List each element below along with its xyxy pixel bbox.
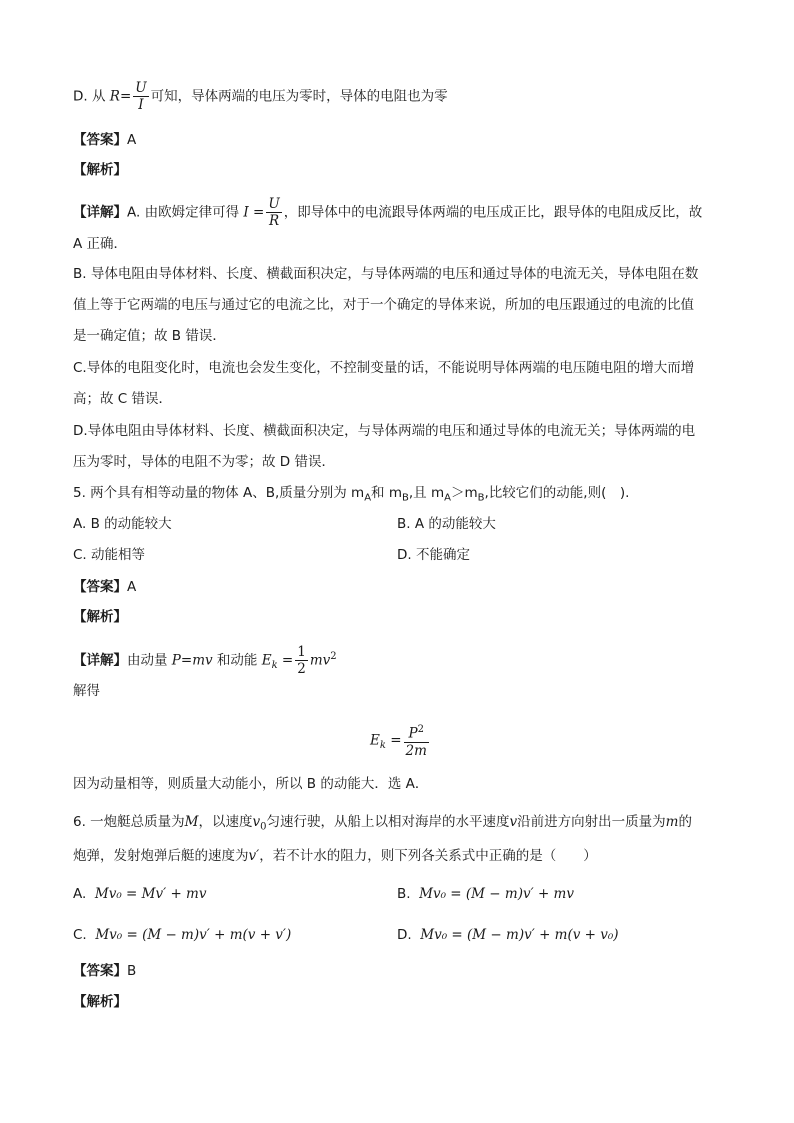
fraction-numerator: U (268, 196, 280, 212)
option-label: B. (397, 886, 411, 902)
answer-value: A (127, 132, 137, 148)
option-formula: Mv₀ = (M − m)v′ + mv (419, 886, 574, 902)
fraction-numerator (404, 722, 429, 743)
answer-label: 【答案】 (73, 579, 127, 595)
q6-text: 沿前进方向射出一质量为 (517, 814, 666, 830)
option-text: D. 不能确定 (397, 547, 470, 563)
formula-eq: = (385, 732, 402, 749)
q6-text: 匀速行驶，从船上以相对海岸的水平速度 (266, 814, 510, 830)
formula-ek: E (370, 732, 380, 749)
option-label: D. (397, 927, 412, 943)
q5-option-c (73, 545, 145, 565)
detail-text: 由动量 (127, 652, 172, 669)
formula-ek-result (370, 722, 431, 759)
option-d-line (73, 80, 448, 113)
question-5 (73, 483, 629, 509)
detail-text: 是一确定值；故 B 错误． (73, 328, 226, 344)
option-d-suffix: 可知，导体两端的电压为零时，导体的电阻也为零 (150, 88, 448, 105)
analysis-label: 【解析】 (73, 609, 127, 625)
c-line-1 (73, 358, 694, 378)
detail-text: 压为零时，导体的电阻不为零；故 D 错误． (73, 454, 335, 470)
d-line-2 (73, 452, 335, 472)
fraction-one-half (295, 644, 308, 677)
q5-text: ,且 m (408, 485, 445, 501)
detail-text: 解得 (73, 683, 100, 699)
option-formula: Mv₀ = Mv′ + mv (94, 886, 207, 902)
answer-line-5 (73, 577, 136, 597)
b-line-1 (73, 264, 698, 284)
q5-sub: B (477, 492, 485, 504)
fraction-u-over-i (133, 80, 148, 113)
answer-label: 【答案】 (73, 132, 127, 148)
answer-value: A (127, 579, 137, 595)
q5-text: ,比较它们的动能,则( ). (484, 485, 630, 501)
formula-v: v (252, 814, 261, 830)
detail-line-1 (73, 196, 702, 229)
formula-sub: k (271, 660, 278, 672)
formula-v-prime: v′ (248, 848, 260, 864)
q6-text: ，若不计水的阻力，则下列各关系式中正确的是（ ） (259, 848, 597, 864)
fraction-p2-over-2m (404, 722, 429, 759)
b-line-2 (73, 295, 694, 315)
q6-text: 6. 一炮艇总质量为 (73, 814, 185, 830)
analysis-label-line (73, 160, 127, 180)
option-text: C. 动能相等 (73, 547, 146, 563)
fraction-denominator: I (138, 97, 144, 113)
c-line-2 (73, 389, 172, 409)
q5-option-a (73, 514, 172, 534)
formula-m: m (665, 814, 679, 830)
detail-text: A 正确． (73, 236, 128, 252)
detail-text: B. 导体电阻由导体材料、长度、横截面积决定，与导体两端的电压和通过导体的电流无关，导体电阻在数 (73, 266, 699, 282)
q5-sub: B (402, 492, 409, 504)
formula-i-eq: I = (243, 204, 265, 221)
q5-sub: A (444, 492, 451, 504)
formula-sup: 2 (330, 651, 337, 662)
solve-line (73, 681, 100, 701)
detail-1-suffix: ，即导体中的电流跟导体两端的电压成正比，跟导体的电阻成反比，故 (283, 204, 703, 221)
fraction-numerator: U (135, 80, 147, 96)
analysis-label-line-6 (73, 992, 127, 1012)
answer-value: B (127, 963, 137, 979)
option-formula: Mv₀ = (M − m)v′ + m(v + v′) (95, 927, 292, 943)
option-text: B. A 的动能较大 (397, 516, 496, 532)
formula-sup: 2 (417, 724, 424, 735)
formula-r-eq: R= (109, 88, 132, 105)
option-label: A. (73, 886, 87, 902)
analysis-label: 【解析】 (73, 994, 127, 1010)
detail-1-prefix: A. 由欧姆定律可得 (127, 204, 240, 221)
analysis-label-line-5 (73, 607, 127, 627)
detail-text: C.导体的电阻变化时，电流也会发生变化，不控制变量的话，不能说明导体两端的电压随电阻的增大而增 (73, 360, 695, 376)
answer-line-4 (73, 130, 136, 150)
q6-text: ，以速度 (198, 814, 253, 830)
q6-option-a (73, 884, 206, 904)
answer-line-6 (73, 961, 136, 981)
detail-text: 因为动量相等，则质量大动能小，所以 B 的动能大．选 A． (73, 776, 429, 792)
q6-option-d (397, 925, 619, 945)
q6-option-b (397, 884, 574, 904)
option-label: C. (73, 927, 87, 943)
formula-sub: 0 (260, 821, 267, 833)
formula-eq: = (277, 652, 294, 669)
question-6-line-2 (73, 846, 597, 866)
detail-line-1-cont (73, 234, 127, 254)
detail-line-5 (73, 644, 337, 677)
fraction-denominator: R (268, 213, 280, 229)
fraction-u-over-r (266, 196, 281, 229)
option-text: A. B 的动能较大 (73, 516, 172, 532)
detail-label: 【详解】 (73, 652, 127, 669)
conclusion-5 (73, 774, 428, 794)
detail-text: 和动能 (212, 652, 262, 669)
fraction-numerator: 1 (297, 644, 306, 660)
formula-m-cap: M (184, 814, 199, 830)
q5-text: ＞m (450, 485, 478, 501)
analysis-label: 【解析】 (73, 162, 127, 178)
detail-text: D.导体电阻由导体材料、长度、横截面积决定，与导体两端的电压和通过导体的电流无关；导体两端的电 (73, 423, 696, 439)
option-d-prefix: D. 从 (73, 88, 110, 105)
q6-text: 炮弹，发射炮弹后艇的速度为 (73, 848, 249, 864)
formula-momentum: P=mv (171, 652, 213, 669)
fraction-denominator: 2 (297, 661, 306, 677)
answer-label: 【答案】 (73, 963, 127, 979)
q5-text: 和 m (371, 485, 402, 501)
detail-text: 值上等于它两端的电压与通过它的电流之比，对于一个确定的导体来说，所加的电压跟通过的电流的比值 (73, 297, 694, 313)
q5-sub: A (364, 492, 372, 504)
formula-sub: k (379, 739, 386, 751)
b-line-3 (73, 326, 226, 346)
fraction-denominator: 2m (405, 742, 427, 759)
formula-ek: E (261, 652, 272, 669)
q6-text: 的 (678, 814, 692, 830)
option-formula: Mv₀ = (M − m)v′ + m(v + v₀) (420, 927, 619, 943)
q6-option-c (73, 925, 291, 945)
q5-option-b (397, 514, 496, 534)
detail-label: 【详解】 (73, 204, 127, 221)
question-6-line-1 (73, 812, 692, 838)
d-line-1 (73, 421, 695, 441)
q5-text: 5. 两个具有相等动量的物体 A、B,质量分别为 m (73, 485, 365, 501)
detail-text: 高；故 C 错误． (73, 391, 173, 407)
formula-v: v (509, 814, 518, 830)
q5-option-d (397, 545, 470, 565)
formula-p: P (408, 725, 418, 742)
formula-mv: mv (309, 652, 331, 669)
